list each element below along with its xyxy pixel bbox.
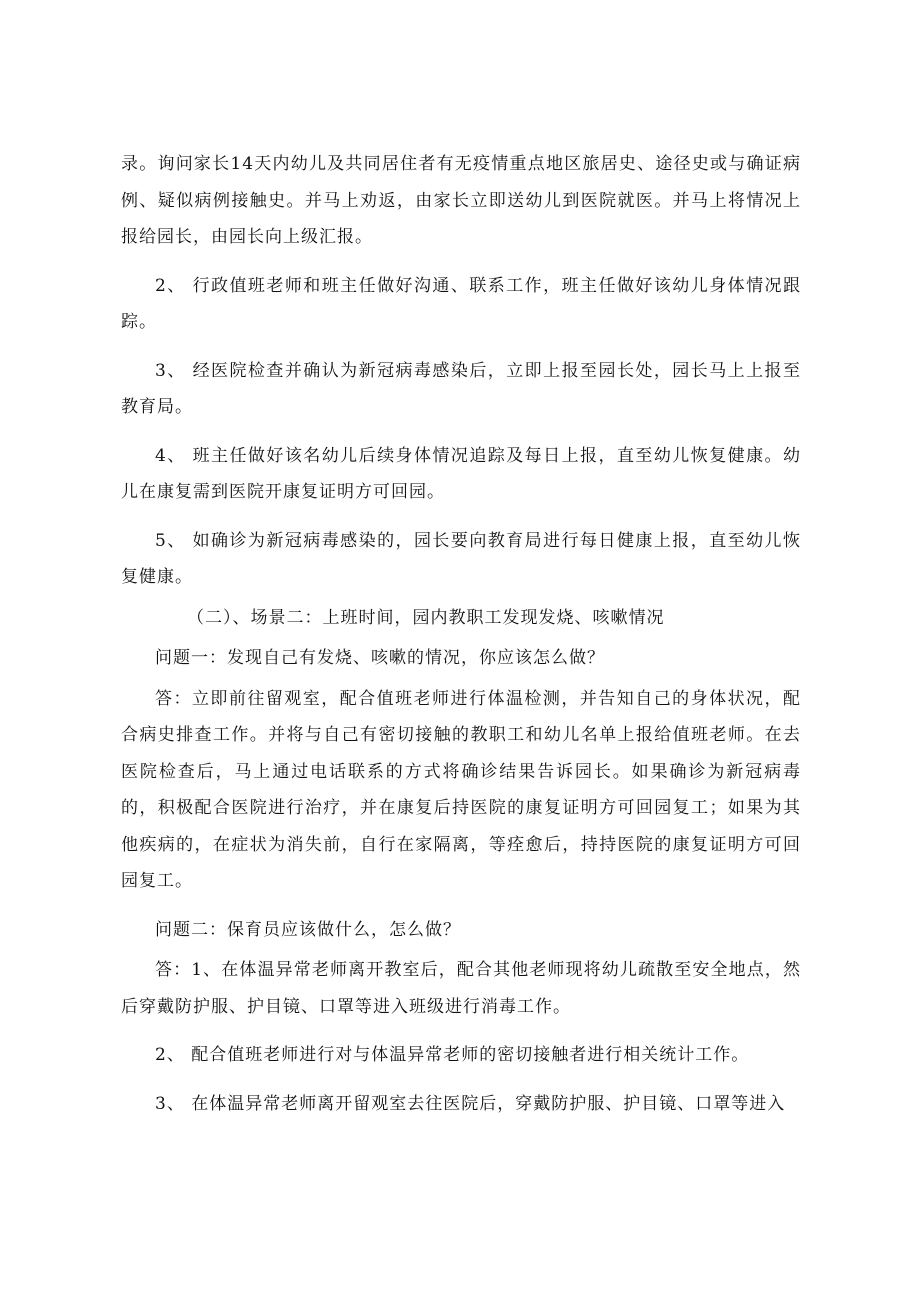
paragraph-item-4: 4、 班主任做好该名幼儿后续身体情况追踪及每日上报，直至幼儿恢复健康。幼儿在康复需到医院开康复证明方可回园。	[121, 445, 801, 502]
question-1: 问题一：发现自己有发烧、咳嗽的情况，你应该怎么做？	[155, 648, 605, 668]
document-body	[121, 146, 801, 1122]
answer-2-item-2: 2、 配合值班老师进行对与体温异常老师的密切接触者进行相关统计工作。	[155, 1045, 750, 1065]
answer-2-item-3: 3、 在体温异常老师离开留观室去往医院后，穿戴防护服、护目镜、口罩等进入	[155, 1093, 786, 1114]
question-2: 问题二：保育员应该做什么，怎么做？	[155, 919, 461, 940]
section-heading-scenario-2: （二）、场景二：上班时间，园内教职工发现发烧、咳嗽情况	[187, 607, 665, 628]
paragraph-continuation: 录。询问家长14天内幼儿及共同居住者有无疫情重点地区旅居史、途径史或与确证病例、疑似病例接触史。并马上劝返，由家长立即送幼儿到医院就医。并马上将情况上报给园长，由园长向上级汇报。	[121, 154, 801, 247]
answer-1: 答：立即前往留观室，配合值班老师进行体温检测，并告知自己的身体状况，配合病史排查工作。并将与自己有密切接触的教职工和幼儿名单上报给值班老师。在去医院检查后，马上通过电话联系的方式将确诊结果告诉园长。如果确诊为新冠病毒的，积极配合医院进行治疗，并在康复后持医院的康复证明方可回园复工；如果为其他疾病的，在症状为消失前，自行在家隔离，等痊愈后，持持医院的康复证明方可回园复工。	[121, 688, 801, 891]
answer-2-item-1: 答：1、在体温异常老师离开教室后，配合其他老师现将幼儿疏散至安全地点，然后穿戴防护服、护目镜、口罩等进入班级进行消毒工作。	[121, 960, 801, 1017]
paragraph-item-5: 5、 如确诊为新冠病毒感染的，园长要向教育局进行每日健康上报，直至幼儿恢复健康。	[121, 530, 801, 587]
paragraph-item-2: 2、 行政值班老师和班主任做好沟通、联系工作，班主任做好该幼儿身体情况跟踪。	[121, 275, 801, 332]
paragraph-item-3: 3、 经医院检查并确认为新冠病毒感染后，立即上报至园长处，园长马上上报至教育局。	[121, 360, 801, 417]
